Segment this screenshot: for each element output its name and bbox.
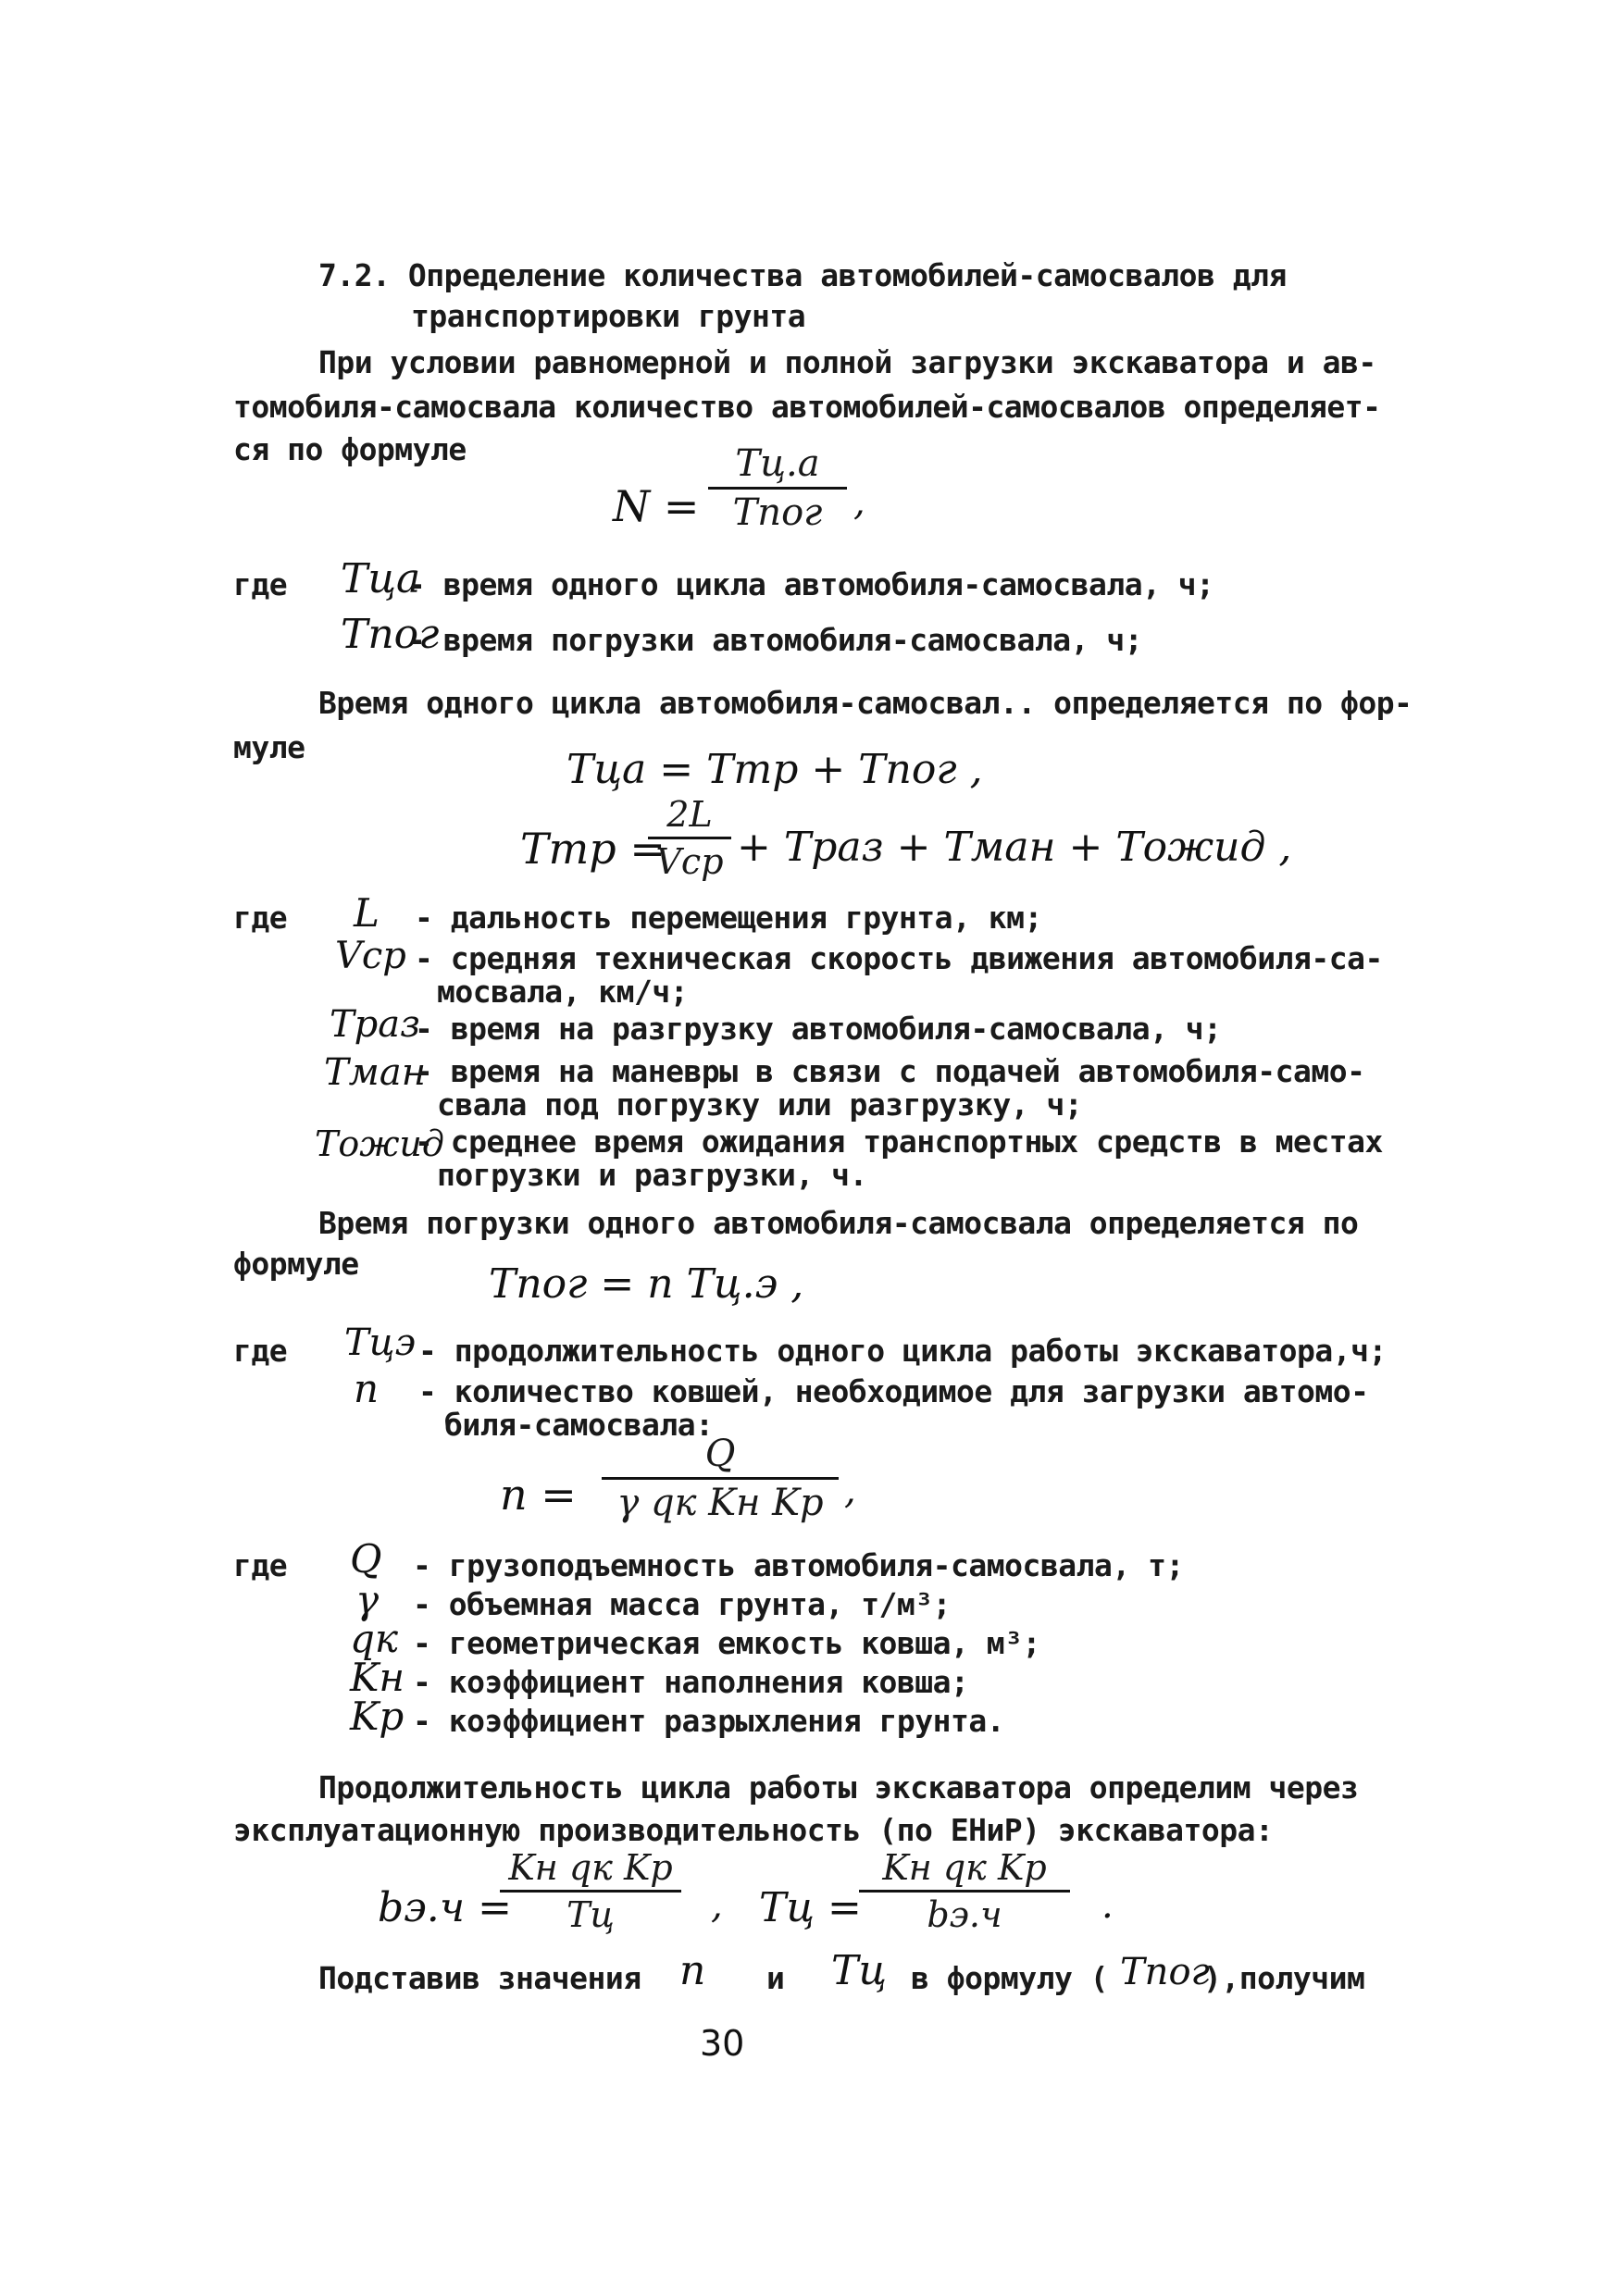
formula-ttr-lhs: Tтр = (520, 824, 666, 874)
para5-symbol-n: n (679, 1947, 706, 1994)
para5-text-2: в формулу ( (911, 1960, 1109, 1996)
def-t-ozhid-line-2: погрузки и разгрузки, ч. (437, 1157, 867, 1193)
def-n-line-2: биля-самосвала: (444, 1407, 714, 1443)
symbol-t-ozhid: Tожид (315, 1123, 444, 1164)
symbol-kp: Kр (350, 1694, 404, 1739)
para2-line-1: Время одного цикла автомобиля-самосвал.. определяется по фор- (318, 685, 1413, 721)
para2-line-2: муле (233, 729, 305, 765)
formula-n-denominator: Tпог (732, 491, 823, 534)
def-t-ca: - время одного цикла автомобиля-самосвала, ч; (407, 566, 1214, 602)
formula-nb-lhs: n = (500, 1470, 577, 1520)
formula-n-numerator: Tц.а (735, 442, 820, 485)
def-t-man-line-1: - время на маневры в связи с подачей автомобиля-само- (415, 1053, 1365, 1089)
formula-tc-denominator: bэ.ч (927, 1894, 1002, 1935)
para5-text-1: Подставив значения (318, 1960, 641, 1996)
symbol-t-pog: Tпог (341, 611, 440, 658)
def-t-raz: - время на разгрузку автомобиля-самосвала, ч; (415, 1011, 1222, 1047)
def-v-cp-line-2: мосвала, км/ч; (437, 974, 689, 1010)
symbol-n-buckets: n (354, 1366, 380, 1411)
formula-tc-numerator: Kн qк Kр (882, 1847, 1047, 1888)
symbol-t-man: Tман (324, 1051, 427, 1094)
symbol-kn: Kн (350, 1655, 405, 1700)
def-kp: - коэффициент разрыхления грунта. (413, 1703, 1005, 1739)
symbol-t-ca: Tца (341, 555, 421, 602)
def-gamma: - объемная масса грунта, т/м³; (413, 1586, 952, 1622)
para1-line-1: При условии равномерной и полной загрузки экскаватора и ав- (318, 344, 1376, 380)
def-v-cp-line-1: - средняя техническая скорость движения автомобиля-са- (415, 940, 1383, 976)
formula-b-numerator: Kн qк Kр (508, 1847, 673, 1888)
formula-b-separator: , (711, 1884, 723, 1927)
symbol-l: L (354, 890, 380, 936)
where-label-1: где (233, 566, 288, 602)
para5-symbol-tpog: Tпог (1120, 1951, 1210, 1993)
para5-symbol-tc: Tц (831, 1947, 888, 1994)
fraction-bar (500, 1890, 681, 1893)
formula-ttr-fraction (648, 794, 731, 882)
formula-nb-numerator: Q (704, 1433, 736, 1475)
fraction-bar (648, 837, 731, 839)
page-number: 30 (700, 2023, 745, 2064)
formula-tc-period: . (1101, 1884, 1114, 1927)
formula-n-lhs: N = (613, 481, 700, 531)
def-t-ce: - продолжительность одного цикла работы экскаватора,ч; (418, 1333, 1387, 1369)
symbol-t-ce: Tцэ (344, 1322, 416, 1364)
def-t-man-line-2: свала под погрузку или разгрузку, ч; (437, 1086, 1083, 1123)
def-qk: - геометрическая емкость ковша, м³; (413, 1625, 1040, 1661)
formula-n-comma: , (853, 481, 865, 524)
def-l: - дальность перемещения грунта, км; (415, 900, 1042, 936)
para3-line-1: Время погрузки одного автомобиля-самосвала определяется по (318, 1205, 1359, 1241)
symbol-v-cp: Vср (335, 935, 406, 977)
symbol-qk: qк (350, 1616, 398, 1661)
def-t-pog: - время погрузки автомобиля-самосвала, ч; (407, 622, 1143, 658)
formula-nb-fraction (602, 1433, 839, 1524)
para4-line-2: эксплуатационную производительность (по ЕНиР) экскаватора: (233, 1812, 1274, 1848)
formula-ttr-rest: + Tраз + Tман + Tожид , (737, 824, 1292, 871)
def-t-ozhid-line-1: - среднее время ожидания транспортных средств в местах (415, 1123, 1383, 1160)
fraction-bar (602, 1477, 839, 1480)
para5-text-3: ),получим (1203, 1960, 1365, 1996)
formula-ttr-numerator: 2L (666, 794, 713, 835)
symbol-gamma: γ (355, 1577, 380, 1622)
formula-cycle-time: Tца = Tтр + Tпог , (566, 746, 983, 793)
para4-line-1: Продолжительность цикла работы экскаватора определим через (318, 1769, 1359, 1806)
fraction-bar (708, 487, 847, 490)
formula-n-fraction (708, 442, 847, 534)
formula-nb-comma: , (844, 1470, 856, 1512)
section-title-line-2: транспортировки грунта (411, 298, 806, 334)
def-q-capacity: - грузоподъемность автомобиля-самосвала, т; (413, 1547, 1184, 1583)
where-label-4: где (233, 1547, 288, 1583)
section-title-line-1: 7.2. Определение количества автомобилей-самосвалов для (318, 257, 1287, 293)
formula-tc-lhs: Tц = (759, 1884, 862, 1931)
formula-ttr-denominator: Vср (655, 841, 724, 882)
def-kn: - коэффициент наполнения ковша; (413, 1664, 969, 1700)
formula-tc-fraction (859, 1847, 1070, 1935)
formula-b-denominator: Tц (566, 1894, 615, 1935)
formula-loading-time: Tпог = n Tц.э , (489, 1260, 804, 1308)
where-label-3: где (233, 1333, 288, 1369)
para1-line-2: томобиля-самосвала количество автомобилей-самосвалов определяет- (233, 389, 1381, 425)
formula-nb-denominator: γ qк Kн Kр (616, 1482, 824, 1524)
formula-b-fraction (500, 1847, 681, 1935)
formula-b-lhs: bэ.ч = (378, 1884, 513, 1931)
def-n-line-1: - количество ковшей, необходимое для загрузки автомо- (418, 1373, 1369, 1409)
symbol-t-raz: Tраз (330, 1003, 420, 1046)
para3-line-2: формуле (233, 1246, 359, 1282)
para1-line-3: ся по формуле (233, 431, 467, 467)
fraction-bar (859, 1890, 1070, 1893)
para5-and: и (766, 1960, 785, 1996)
symbol-q-capacity: Q (350, 1536, 382, 1582)
where-label-2: где (233, 900, 288, 936)
